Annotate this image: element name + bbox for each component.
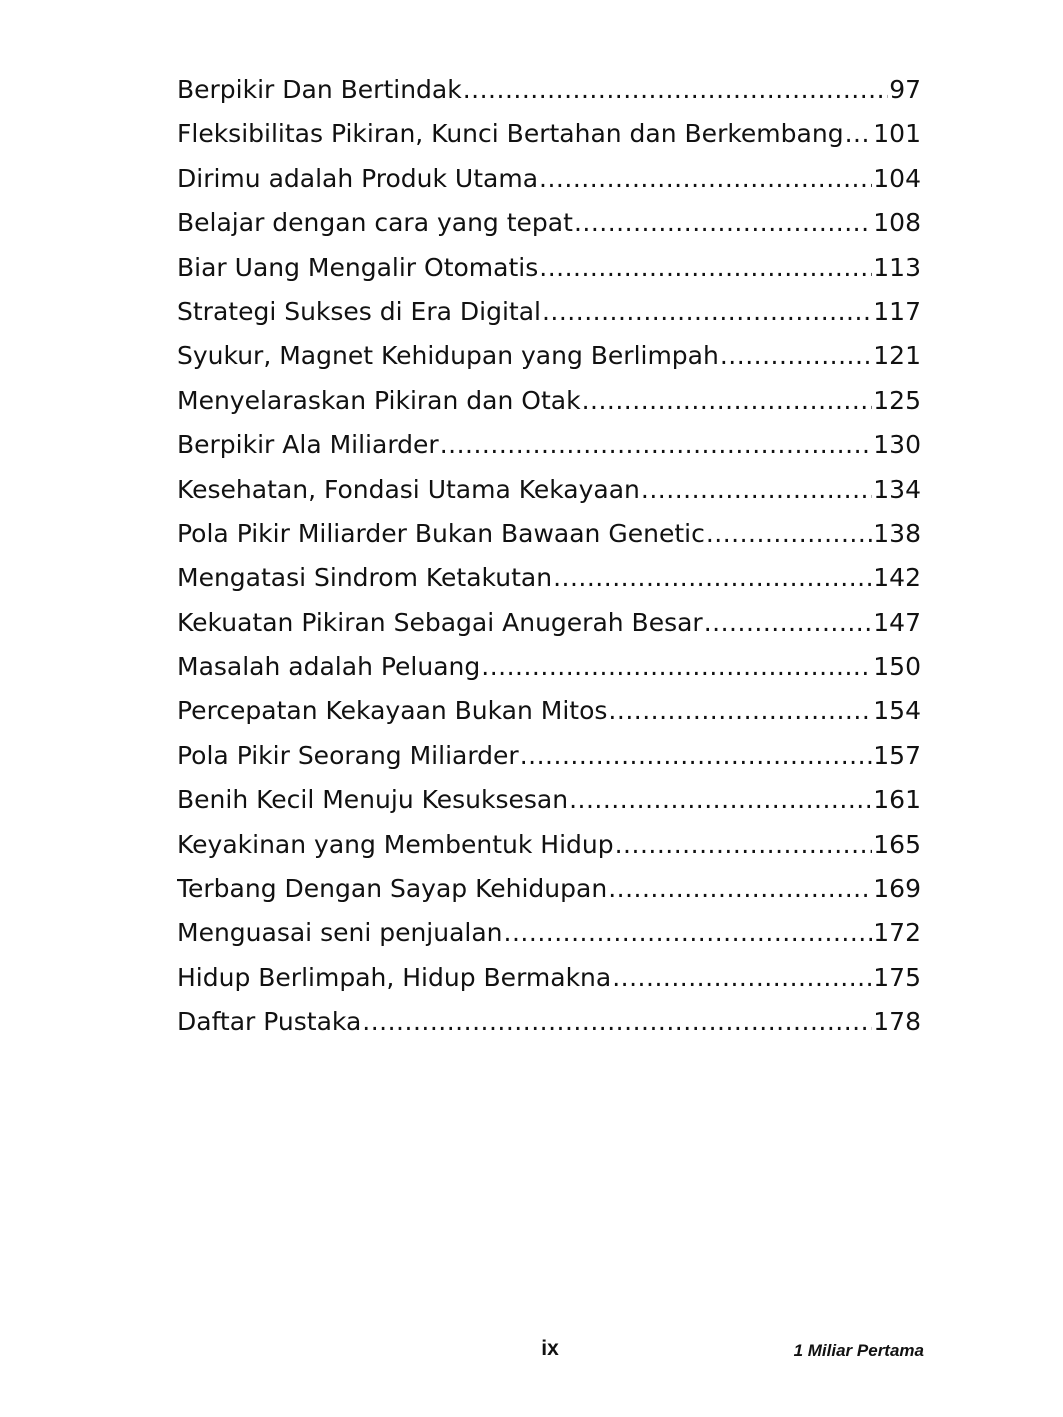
toc-entry-page: 154 (873, 696, 921, 726)
toc-dot-leader (542, 290, 872, 334)
toc-entry[interactable] (177, 778, 921, 822)
toc-dot-leader (704, 601, 873, 645)
toc-entry-page: 172 (873, 918, 921, 948)
toc-entry-title: Dirimu adalah Produk Utama (177, 163, 539, 193)
toc-entry-page: 169 (873, 874, 921, 904)
toc-entry[interactable] (177, 689, 921, 733)
toc-entry-title: Kekuatan Pikiran Sebagai Anugerah Besar (177, 607, 703, 637)
toc-entry[interactable] (177, 246, 921, 290)
toc-entry-page: 101 (873, 119, 921, 149)
toc-entry[interactable] (177, 734, 921, 778)
toc-dot-leader (582, 379, 873, 423)
toc-dot-leader (574, 201, 872, 245)
toc-dot-leader (706, 512, 872, 556)
toc-entry-title: Percepatan Kekayaan Bukan Mitos (177, 696, 608, 726)
toc-entry-page: 104 (873, 163, 921, 193)
toc-entry-page: 138 (873, 518, 921, 548)
toc-dot-leader (440, 423, 873, 467)
toc-entry[interactable] (177, 823, 921, 867)
toc-entry-title: Fleksibilitas Pikiran, Kunci Bertahan dan Berkembang (177, 119, 844, 149)
toc-dot-leader (520, 734, 873, 778)
toc-dot-leader (720, 334, 872, 378)
toc-entry-page: 157 (873, 740, 921, 770)
toc-dot-leader (641, 468, 872, 512)
toc-dot-leader (539, 157, 872, 201)
toc-entry-title: Hidup Berlimpah, Hidup Bermakna (177, 962, 612, 992)
toc-entry[interactable] (177, 112, 921, 156)
toc-entry-title: Syukur, Magnet Kehidupan yang Berlimpah (177, 341, 719, 371)
toc-entry[interactable] (177, 468, 921, 512)
toc-entry-title: Mengatasi Sindrom Ketakutan (177, 563, 553, 593)
toc-entry-page: 97 (889, 75, 921, 104)
toc-entry[interactable] (177, 956, 921, 1000)
toc-entry-page: 113 (873, 252, 921, 282)
toc-entry-title: Menyelaraskan Pikiran dan Otak (177, 385, 581, 415)
toc-entry-title: Berpikir Dan Bertindak (177, 75, 462, 104)
toc-entry[interactable] (177, 1000, 921, 1044)
toc-dot-leader (845, 112, 873, 156)
toc-entry[interactable] (177, 867, 921, 911)
toc-entry-page: 125 (873, 385, 921, 415)
toc-dot-leader (539, 246, 872, 290)
toc-entry[interactable] (177, 423, 921, 467)
toc-entry-title: Belajar dengan cara yang tepat (177, 208, 573, 238)
toc-entry-title: Menguasai seni penjualan (177, 918, 503, 948)
toc-dot-leader (608, 689, 872, 733)
toc-entry-page: 175 (873, 962, 921, 992)
toc-entry-title: Strategi Sukses di Era Digital (177, 296, 541, 326)
footer-page-number: ix (541, 1337, 559, 1360)
toc-entry-page: 134 (873, 474, 921, 504)
toc-entry-title: Kesehatan, Fondasi Utama Kekayaan (177, 474, 640, 504)
toc-entry-title: Benih Kecil Menuju Kesuksesan (177, 785, 569, 815)
toc-entry-title: Biar Uang Mengalir Otomatis (177, 252, 539, 282)
table-of-contents (177, 68, 921, 1045)
toc-entry[interactable] (177, 157, 921, 201)
toc-entry-title: Pola Pikir Miliarder Bukan Bawaan Genetic (177, 518, 705, 548)
toc-entry-title: Keyakinan yang Membentuk Hidup (177, 829, 614, 859)
toc-dot-leader (504, 911, 873, 955)
toc-entry-title: Pola Pikir Seorang Miliarder (177, 740, 519, 770)
toc-entry[interactable] (177, 379, 921, 423)
toc-entry-page: 142 (873, 563, 921, 593)
toc-entry-page: 147 (873, 607, 921, 637)
toc-dot-leader (481, 645, 872, 689)
toc-entry-page: 161 (873, 785, 921, 815)
toc-dot-leader (463, 68, 888, 112)
footer-book-title: 1 Miliar Pertama (793, 1341, 924, 1360)
toc-entry[interactable] (177, 68, 921, 112)
toc-entry[interactable] (177, 290, 921, 334)
toc-entry[interactable] (177, 512, 921, 556)
toc-entry-page: 121 (873, 341, 921, 371)
toc-dot-leader (362, 1000, 872, 1044)
toc-entry-page: 150 (873, 652, 921, 682)
toc-entry-page: 130 (873, 430, 921, 460)
toc-entry[interactable] (177, 201, 921, 245)
toc-entry[interactable] (177, 556, 921, 600)
toc-entry-page: 165 (873, 829, 921, 859)
toc-dot-leader (615, 823, 873, 867)
toc-entry[interactable] (177, 334, 921, 378)
toc-entry-title: Daftar Pustaka (177, 1007, 362, 1037)
toc-entry-page: 117 (873, 296, 921, 326)
toc-dot-leader (569, 778, 872, 822)
toc-entry-title: Berpikir Ala Miliarder (177, 430, 439, 460)
toc-dot-leader (608, 867, 872, 911)
toc-entry-title: Masalah adalah Peluang (177, 652, 481, 682)
toc-entry-page: 178 (873, 1007, 921, 1037)
toc-dot-leader (612, 956, 872, 1000)
toc-entry-title: Terbang Dengan Sayap Kehidupan (177, 874, 608, 904)
toc-dot-leader (553, 556, 872, 600)
toc-entry-page: 108 (873, 208, 921, 238)
toc-entry[interactable] (177, 601, 921, 645)
toc-entry[interactable] (177, 645, 921, 689)
toc-entry[interactable] (177, 911, 921, 955)
